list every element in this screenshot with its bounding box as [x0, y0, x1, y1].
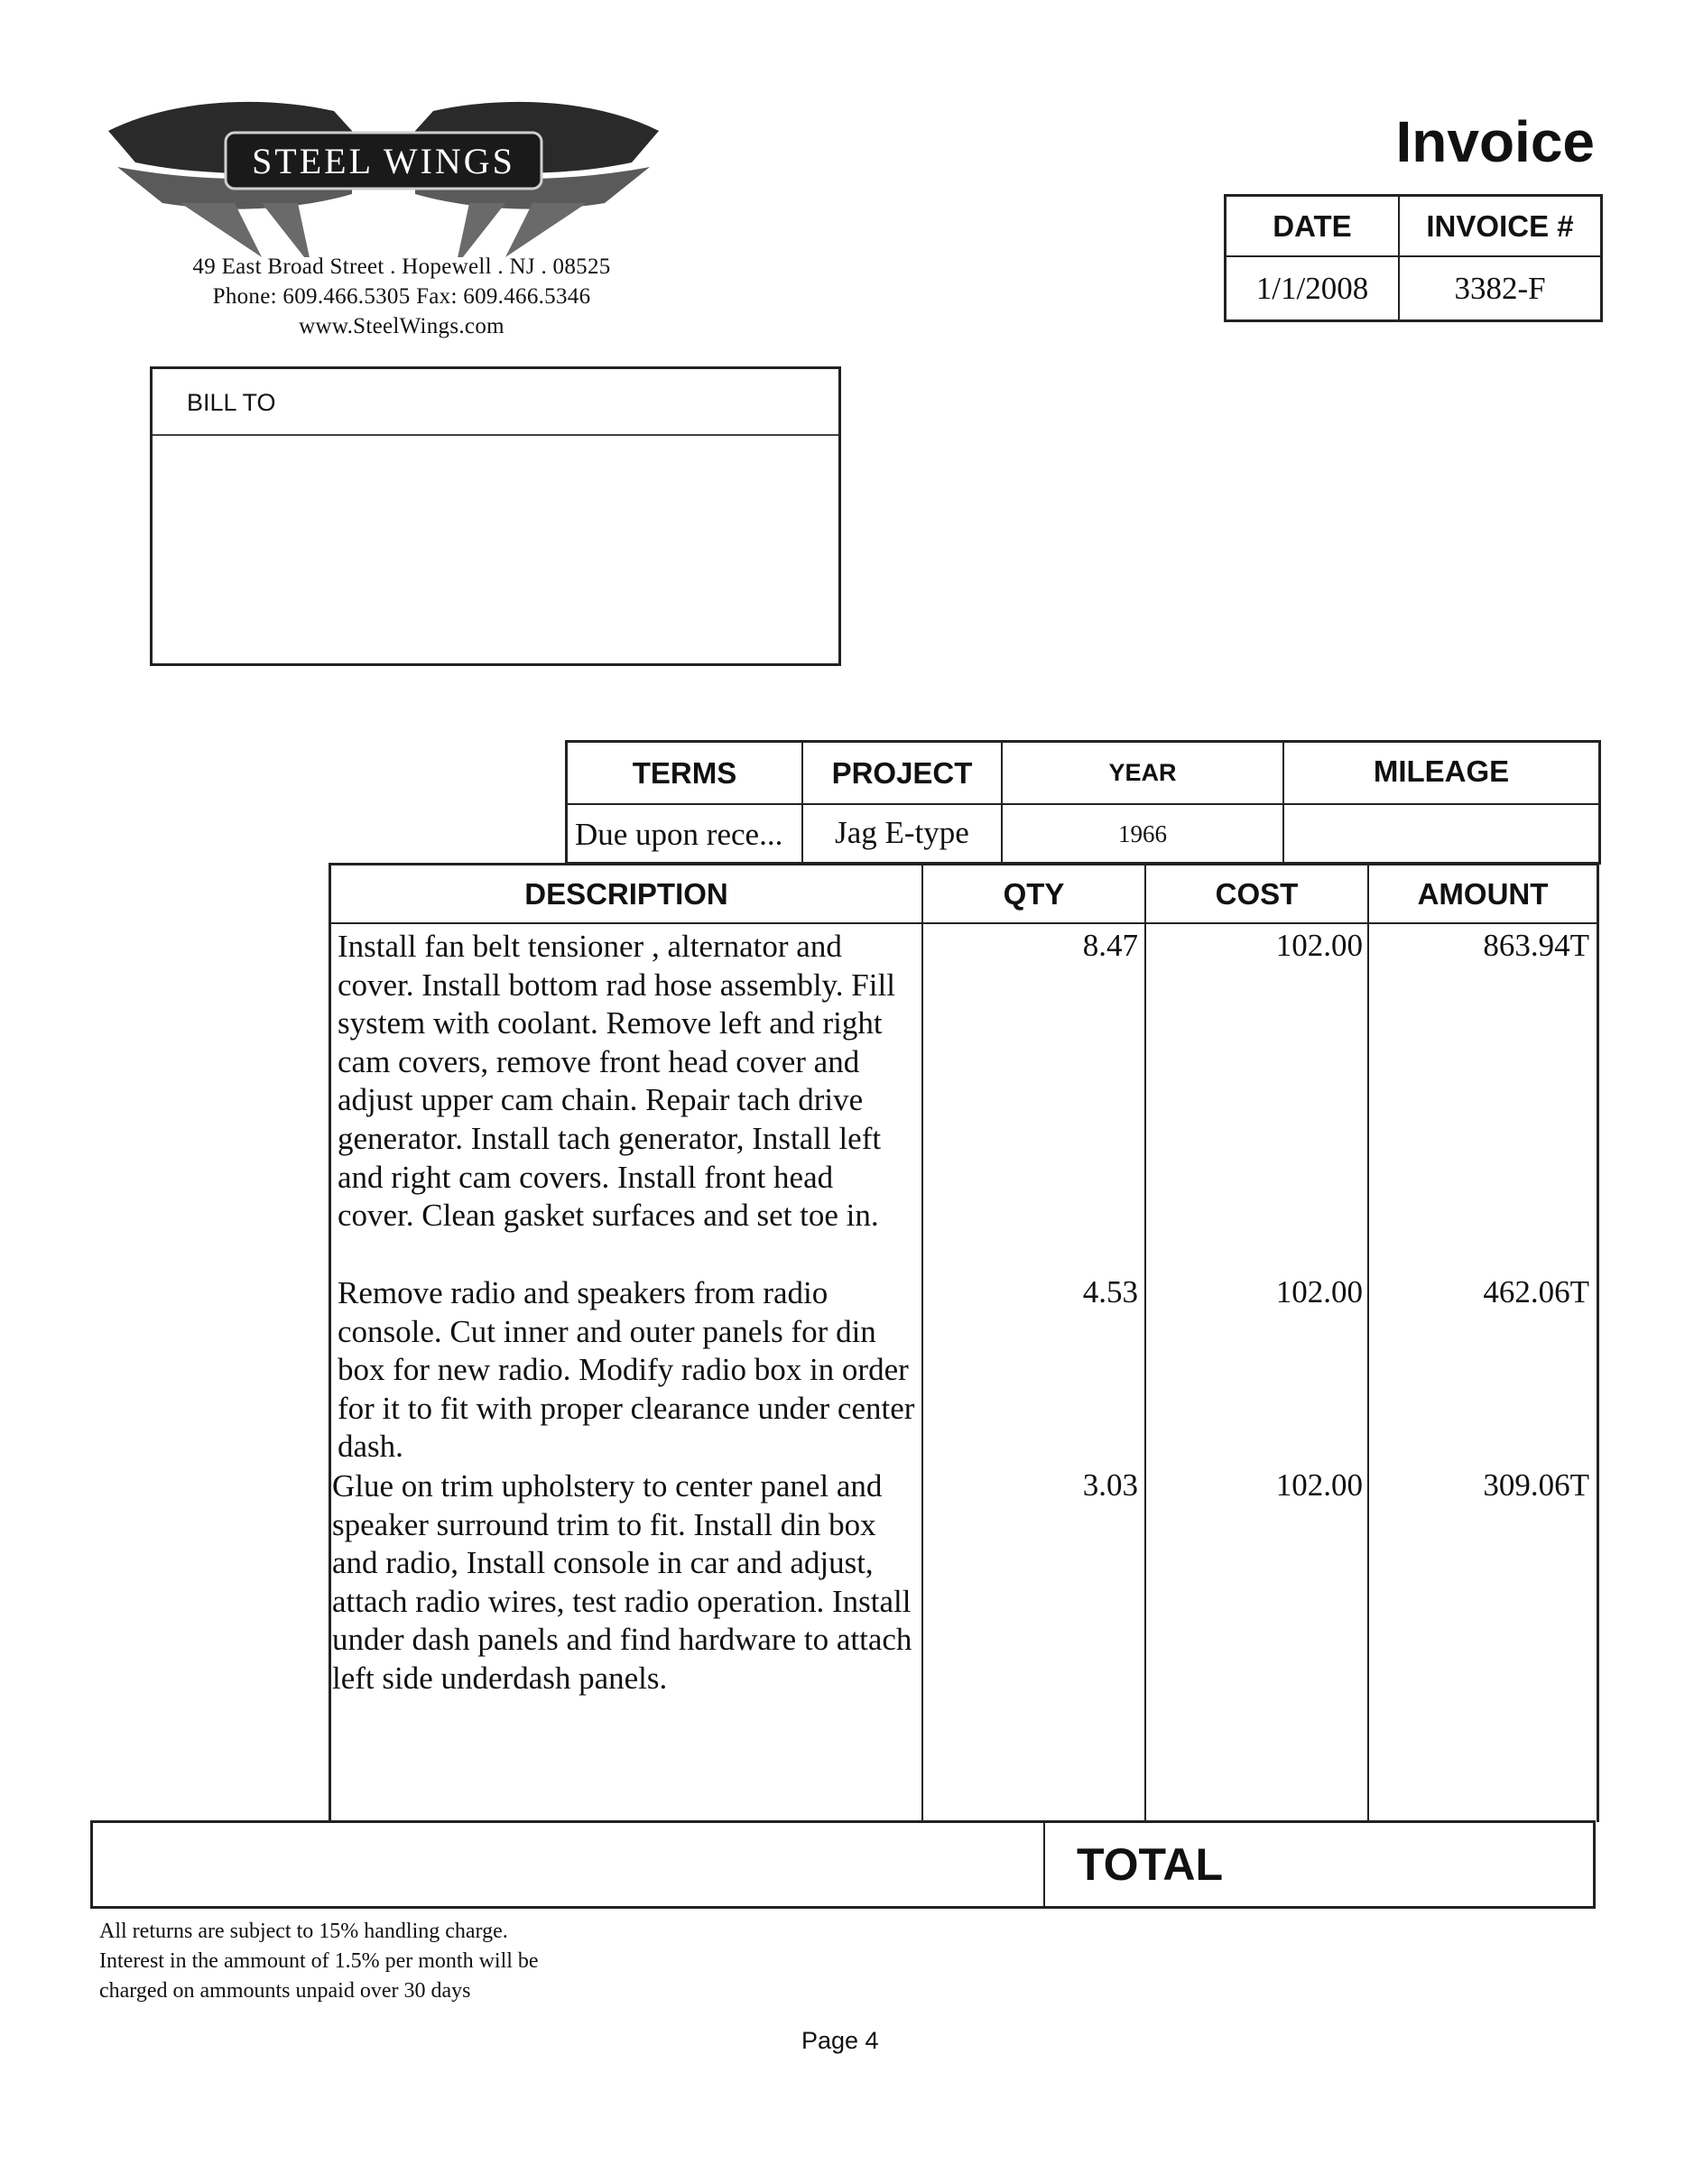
project-value: Jag E-type: [835, 815, 969, 850]
total-label: TOTAL: [1077, 1839, 1224, 1890]
info-table: [565, 740, 1601, 865]
invoice-title: Invoice: [1395, 109, 1595, 174]
item-qty: 8.47: [1082, 928, 1138, 963]
steelwings-logo: [54, 77, 713, 257]
qty-header: QTY: [1003, 877, 1065, 911]
bill-to-box: [150, 366, 841, 666]
footer-line: Interest in the ammount of 1.5% per month will be: [99, 1949, 539, 1973]
mileage-header: MILEAGE: [1373, 754, 1510, 788]
project-header: PROJECT: [831, 756, 973, 790]
total-bar: [90, 1820, 1596, 1909]
item-description: Install fan belt tensioner , alternator and cover. Install bottom rad hose assembly. Fill system with coolant. Remove left and right cam covers, remove front head cover and adjust upper cam chain. Repair tach drive generator. Install tach generator, Install left and right cam covers. Install front head cover. Clean gasket surfaces and set toe in.: [338, 929, 895, 1234]
footer-terms: [99, 1917, 686, 2006]
item-cost: 102.00: [1275, 1467, 1363, 1503]
year-value: 1966: [1118, 820, 1167, 847]
terms-value: Due upon rece...: [575, 817, 783, 852]
invoice-meta-table: [1224, 194, 1603, 322]
date-header: DATE: [1273, 209, 1352, 243]
item-description: Remove radio and speakers from radio console. Cut inner and outer panels for din box for new radio. Modify radio box in order for it to fit with proper clearance under center dash.: [338, 1275, 915, 1465]
invoice-date: 1/1/2008: [1255, 271, 1369, 306]
terms-header: TERMS: [632, 756, 737, 790]
year-header: YEAR: [1108, 759, 1177, 786]
item-qty: 3.03: [1082, 1467, 1138, 1503]
company-website: www.SteelWings.com: [299, 314, 504, 338]
logo-text: STEEL WINGS: [252, 141, 515, 181]
cost-header: COST: [1215, 877, 1299, 911]
footer-line: charged on ammounts unpaid over 30 days: [99, 1979, 471, 2003]
amount-header: AMOUNT: [1417, 877, 1549, 911]
item-description: Glue on trim upholstery to center panel and speaker surround trim to fit. Install din box and radio, Install console in car and adjust, attach radio wires, test radio operation. Install under dash panels and find hardware to attach left side underdash panels.: [332, 1468, 912, 1696]
company-address: 49 East Broad Street . Hopewell . NJ . 08525: [192, 254, 611, 279]
item-cost: 102.00: [1275, 928, 1363, 963]
invoice-number: 3382-F: [1454, 271, 1546, 306]
page-number: Page 4: [801, 2027, 879, 2054]
item-amount: 309.06T: [1483, 1467, 1589, 1503]
bill-to-label: BILL TO: [187, 389, 276, 416]
invoice-number-header: INVOICE #: [1426, 209, 1574, 243]
item-cost: 102.00: [1275, 1274, 1363, 1309]
item-qty: 4.53: [1082, 1274, 1138, 1309]
bill-to-header: [153, 369, 838, 436]
company-phone-fax: Phone: 609.466.5305 Fax: 609.466.5346: [212, 284, 591, 309]
description-header: DESCRIPTION: [524, 877, 728, 911]
item-amount: 863.94T: [1483, 928, 1589, 963]
footer-line: All returns are subject to 15% handling charge.: [99, 1920, 508, 1943]
item-amount: 462.06T: [1483, 1274, 1589, 1309]
